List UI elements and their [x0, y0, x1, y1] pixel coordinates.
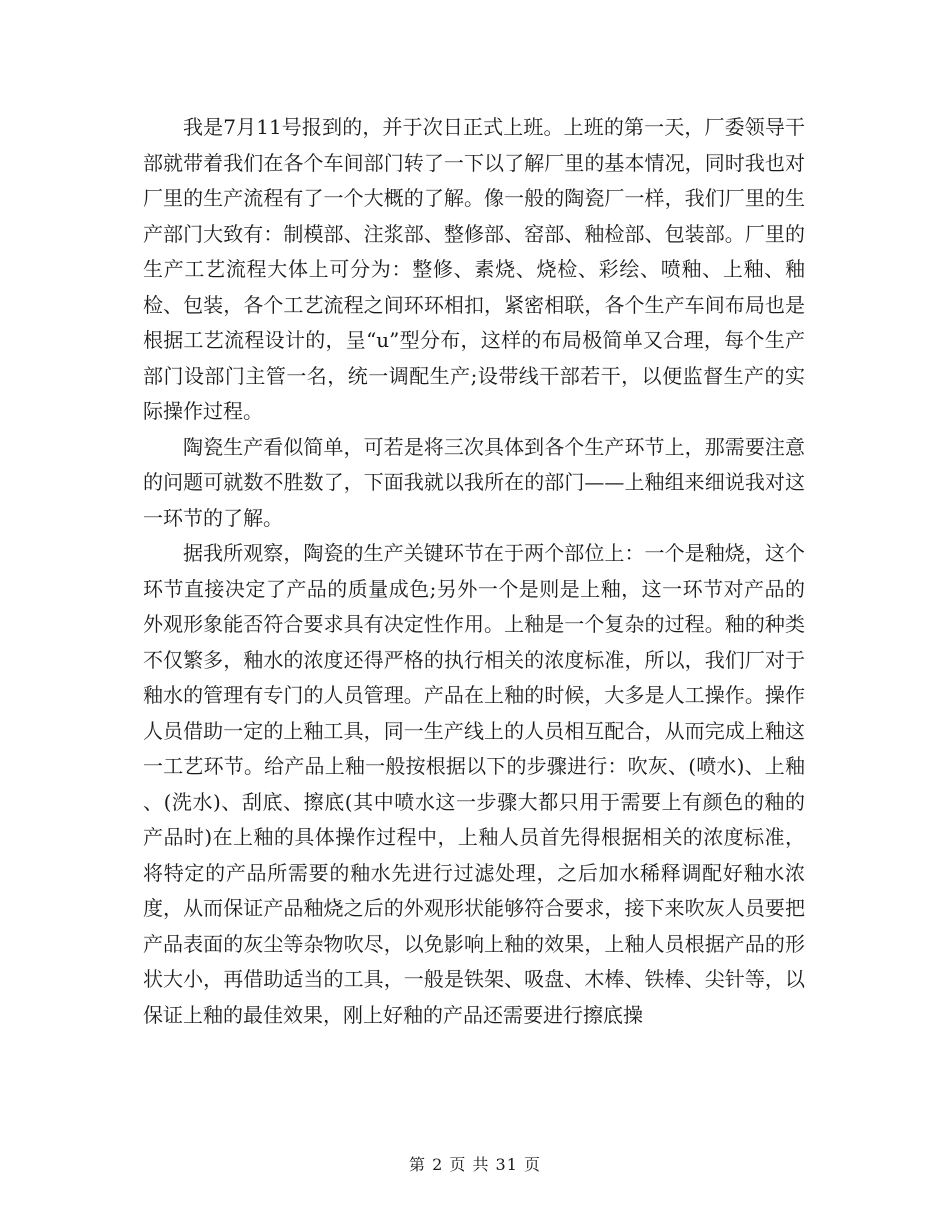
paragraph-3: 据我所观察，陶瓷的生产关键环节在于两个部位上：一个是釉烧，这个环节直接决定了产品的质量成色;另外一个是则是上釉，这一环节对产品的外观形象能否符合要求具有决定性作用。上釉是一个复杂的过程。釉的种类不仅繁多，釉水的浓度还得严格的执行相关的浓度标准，所以，我们厂对于釉水的管理有专门的人员管理。产品在上釉的时候，大多是人工操作。操作人员借助一定的上釉工具，同一生产线上的人员相互配合，从而完成上釉这一工艺环节。给产品上釉一般按根据以下的步骤进行：吹灰、(喷水)、上釉 、(洗水)、刮底、擦底(其中喷水这一步骤大都只用于需要上有颜色的釉的产品时)在上釉的具体操作过程中，上釉人员首先得根据相关的浓度标准，将特定的产品所需要的釉水先进行过滤处理，之后加水稀释调配好釉水浓度，从而保证产品釉烧之后的外观形状能够符合要求，接下来吹灰人员要把产品表面的灰尘等杂物吹尽，以免影响上釉的效果，上釉人员根据产品的形状大小，再借助适当的工具，一般是铁架、吸盘、木棒、铁棒、尖针等，以保证上釉的最佳效果，刚上好釉的产品还需要进行擦底操 [143, 541, 805, 1027]
document-body [143, 110, 805, 1033]
paragraph-1: 我是7月11号报到的，并于次日正式上班。上班的第一天，厂委领导干部就带着我们在各个车间部门转了一下以了解厂里的基本情况，同时我也对厂里的生产流程有了一个大概的了解。像一般的陶瓷厂一样，我们厂里的生产部门大致有：制模部、注浆部、整修部、窑部、釉检部、包装部。厂里的生产工艺流程大体上可分为：整修、素烧、烧检、彩绘、喷釉、上釉、釉检、包装，各个工艺流程之间环环相扣，紧密相联，各个生产车间布局也是根据工艺流程设计的，呈“u”型分布，这样的布局极简单又合理，每个生产部门设部门主管一名，统一调配生产;设带线干部若干，以便监督生产的实际操作过程。 [143, 115, 805, 423]
page-footer: 第 2 页 共 31 页 [409, 1155, 541, 1174]
paragraph-2: 陶瓷生产看似简单，可若是将三次具体到各个生产环节上，那需要注意的问题可就数不胜数了，下面我就以我所在的部门——上釉组来细说我对这一环节的了解。 [143, 434, 805, 530]
